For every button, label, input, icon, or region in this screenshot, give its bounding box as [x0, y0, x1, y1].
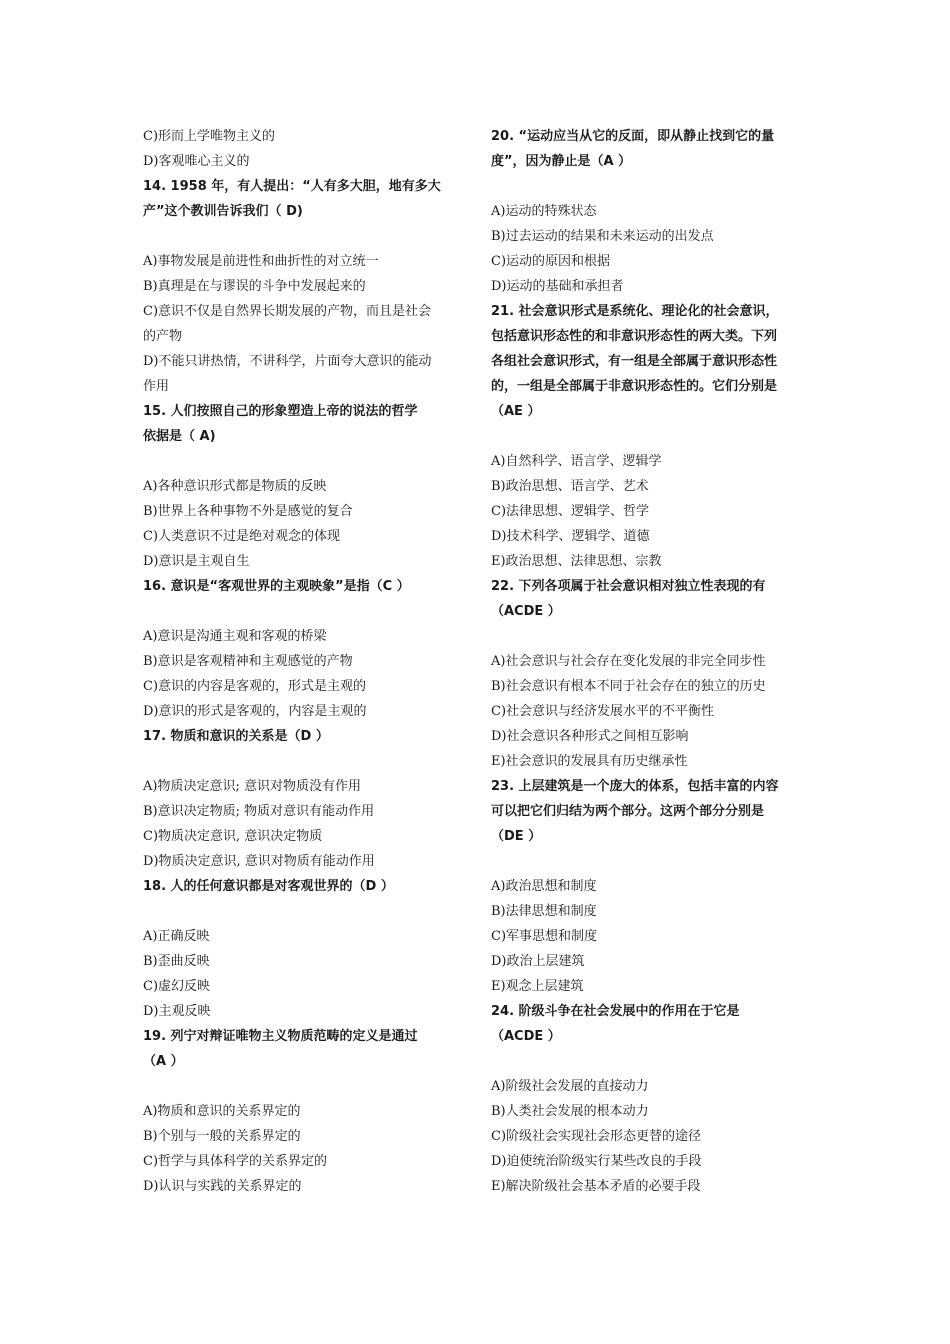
answer-option: B)意识是客观精神和主观感觉的产物: [143, 654, 353, 669]
answer-option: 的产物: [143, 329, 183, 344]
question-text: 各组社会意识形式，有一组是全部属于意识形态性: [491, 354, 778, 369]
question-text: （AE ）: [491, 404, 541, 419]
answer-option: A)事物发展是前进性和曲折性的对立统一: [143, 254, 379, 269]
question-text: 23. 上层建筑是一个庞大的体系，包括丰富的内容: [491, 779, 779, 794]
answer-option: E)解决阶级社会基本矛盾的必要手段: [491, 1179, 701, 1194]
question-text: 14. 1958 年，有人提出：“人有多大胆，地有多大: [143, 179, 441, 194]
answer-option: C)形而上学唯物主义的: [143, 129, 276, 144]
question-text: 包括意识形态性的和非意识形态性的两大类。下列: [491, 329, 778, 344]
blank-line: [491, 174, 811, 199]
answer-option: A)意识是沟通主观和客观的桥梁: [143, 629, 327, 644]
answer-option: D)意识的形式是客观的，内容是主观的: [143, 704, 367, 719]
answer-option: A)物质和意识的关系界定的: [143, 1104, 301, 1119]
answer-option: C)意识的内容是客观的，形式是主观的: [143, 679, 367, 694]
answer-option: C)法律思想、逻辑学、哲学: [491, 504, 650, 519]
answer-option: D)主观反映: [143, 1004, 211, 1019]
blank-line: [491, 424, 811, 449]
question-text: 20. “运动应当从它的反面，即从静止找到它的量: [491, 129, 775, 144]
answer-option: A)自然科学、语言学、逻辑学: [491, 454, 662, 469]
answer-option: A)物质决定意识; 意识对物质没有作用: [143, 779, 361, 794]
right-column: [491, 124, 811, 1199]
answer-option: B)法律思想和制度: [491, 904, 597, 919]
blank-line: [143, 449, 463, 474]
answer-option: A)运动的特殊状态: [491, 204, 597, 219]
question-text: 17. 物质和意识的关系是（D ）: [143, 729, 329, 744]
answer-option: A)政治思想和制度: [491, 879, 597, 894]
answer-option: C)物质决定意识, 意识决定物质: [143, 829, 323, 844]
question-text: 度”，因为静止是（A ）: [491, 154, 632, 169]
question-text: （DE ）: [491, 829, 542, 844]
question-text: 16. 意识是“客观世界的主观映象”是指（C ）: [143, 579, 410, 594]
question-text: 产”这个教训告诉我们（ D): [143, 204, 303, 219]
answer-option: B)真理是在与谬误的斗争中发展起来的: [143, 279, 366, 294]
answer-option: C)虚幻反映: [143, 979, 211, 994]
blank-line: [143, 749, 463, 774]
question-text: 24. 阶级斗争在社会发展中的作用在于它是: [491, 1004, 740, 1019]
question-text: 15. 人们按照自己的形象塑造上帝的说法的哲学: [143, 404, 418, 419]
answer-option: E)观念上层建筑: [491, 979, 584, 994]
answer-option: C)意识不仅是自然界长期发展的产物，而且是社会: [143, 304, 432, 319]
question-text: 22. 下列各项属于社会意识相对独立性表现的有: [491, 579, 766, 594]
question-text: （ACDE ）: [491, 604, 561, 619]
answer-option: 作用: [143, 379, 170, 394]
blank-line: [491, 849, 811, 874]
answer-option: B)政治思想、语言学、艺术: [491, 479, 649, 494]
answer-option: A)正确反映: [143, 929, 210, 944]
question-text: 可以把它们归结为两个部分。这两个部分分别是: [491, 804, 765, 819]
answer-option: D)认识与实践的关系界定的: [143, 1179, 302, 1194]
answer-option: E)社会意识的发展具有历史继承性: [491, 754, 688, 769]
question-text: 18. 人的任何意识都是对客观世界的（D ）: [143, 879, 394, 894]
answer-option: C)哲学与具体科学的关系界定的: [143, 1154, 328, 1169]
answer-option: D)社会意识各种形式之间相互影响: [491, 729, 689, 744]
question-text: 19. 列宁对辩证唯物主义物质范畴的定义是通过: [143, 1029, 418, 1044]
answer-option: D)意识是主观自生: [143, 554, 250, 569]
answer-option: B)个别与一般的关系界定的: [143, 1129, 301, 1144]
answer-option: B)过去运动的结果和未来运动的出发点: [491, 229, 714, 244]
blank-line: [143, 899, 463, 924]
answer-option: B)人类社会发展的根本动力: [491, 1104, 649, 1119]
blank-line: [143, 1074, 463, 1099]
answer-option: D)客观唯心主义的: [143, 154, 250, 169]
answer-option: B)世界上各种事物不外是感觉的复合: [143, 504, 353, 519]
answer-option: D)技术科学、逻辑学、道德: [491, 529, 650, 544]
left-column: [143, 124, 463, 1199]
answer-option: C)社会意识与经济发展水平的不平衡性: [491, 704, 715, 719]
blank-line: [491, 624, 811, 649]
answer-option: D)政治上层建筑: [491, 954, 585, 969]
question-text: 的，一组是全部属于非意识形态性的。它们分别是: [491, 379, 778, 394]
answer-option: D)迫使统治阶级实行某些改良的手段: [491, 1154, 702, 1169]
blank-line: [491, 1049, 811, 1074]
answer-option: C)军事思想和制度: [491, 929, 598, 944]
answer-option: D)不能只讲热情，不讲科学，片面夸大意识的能动: [143, 354, 432, 369]
answer-option: A)各种意识形式都是物质的反映: [143, 479, 327, 494]
answer-option: E)政治思想、法律思想、宗教: [491, 554, 662, 569]
question-text: （ACDE ）: [491, 1029, 561, 1044]
answer-option: B)社会意识有根本不同于社会存在的独立的历史: [491, 679, 766, 694]
answer-option: C)人类意识不过是绝对观念的体现: [143, 529, 341, 544]
answer-option: C)阶级社会实现社会形态更替的途径: [491, 1129, 702, 1144]
question-text: 依据是（ A): [143, 429, 216, 444]
answer-option: C)运动的原因和根据: [491, 254, 611, 269]
question-text: 21. 社会意识形式是系统化、理论化的社会意识，: [491, 304, 779, 319]
answer-option: D)运动的基础和承担者: [491, 279, 624, 294]
answer-option: D)物质决定意识, 意识对物质有能动作用: [143, 854, 375, 869]
answer-option: A)社会意识与社会存在变化发展的非完全同步性: [491, 654, 766, 669]
answer-option: B)歪曲反映: [143, 954, 210, 969]
answer-option: A)阶级社会发展的直接动力: [491, 1079, 649, 1094]
question-text: （A ）: [143, 1054, 184, 1069]
blank-line: [143, 599, 463, 624]
blank-line: [143, 224, 463, 249]
answer-option: B)意识决定物质; 物质对意识有能动作用: [143, 804, 375, 819]
